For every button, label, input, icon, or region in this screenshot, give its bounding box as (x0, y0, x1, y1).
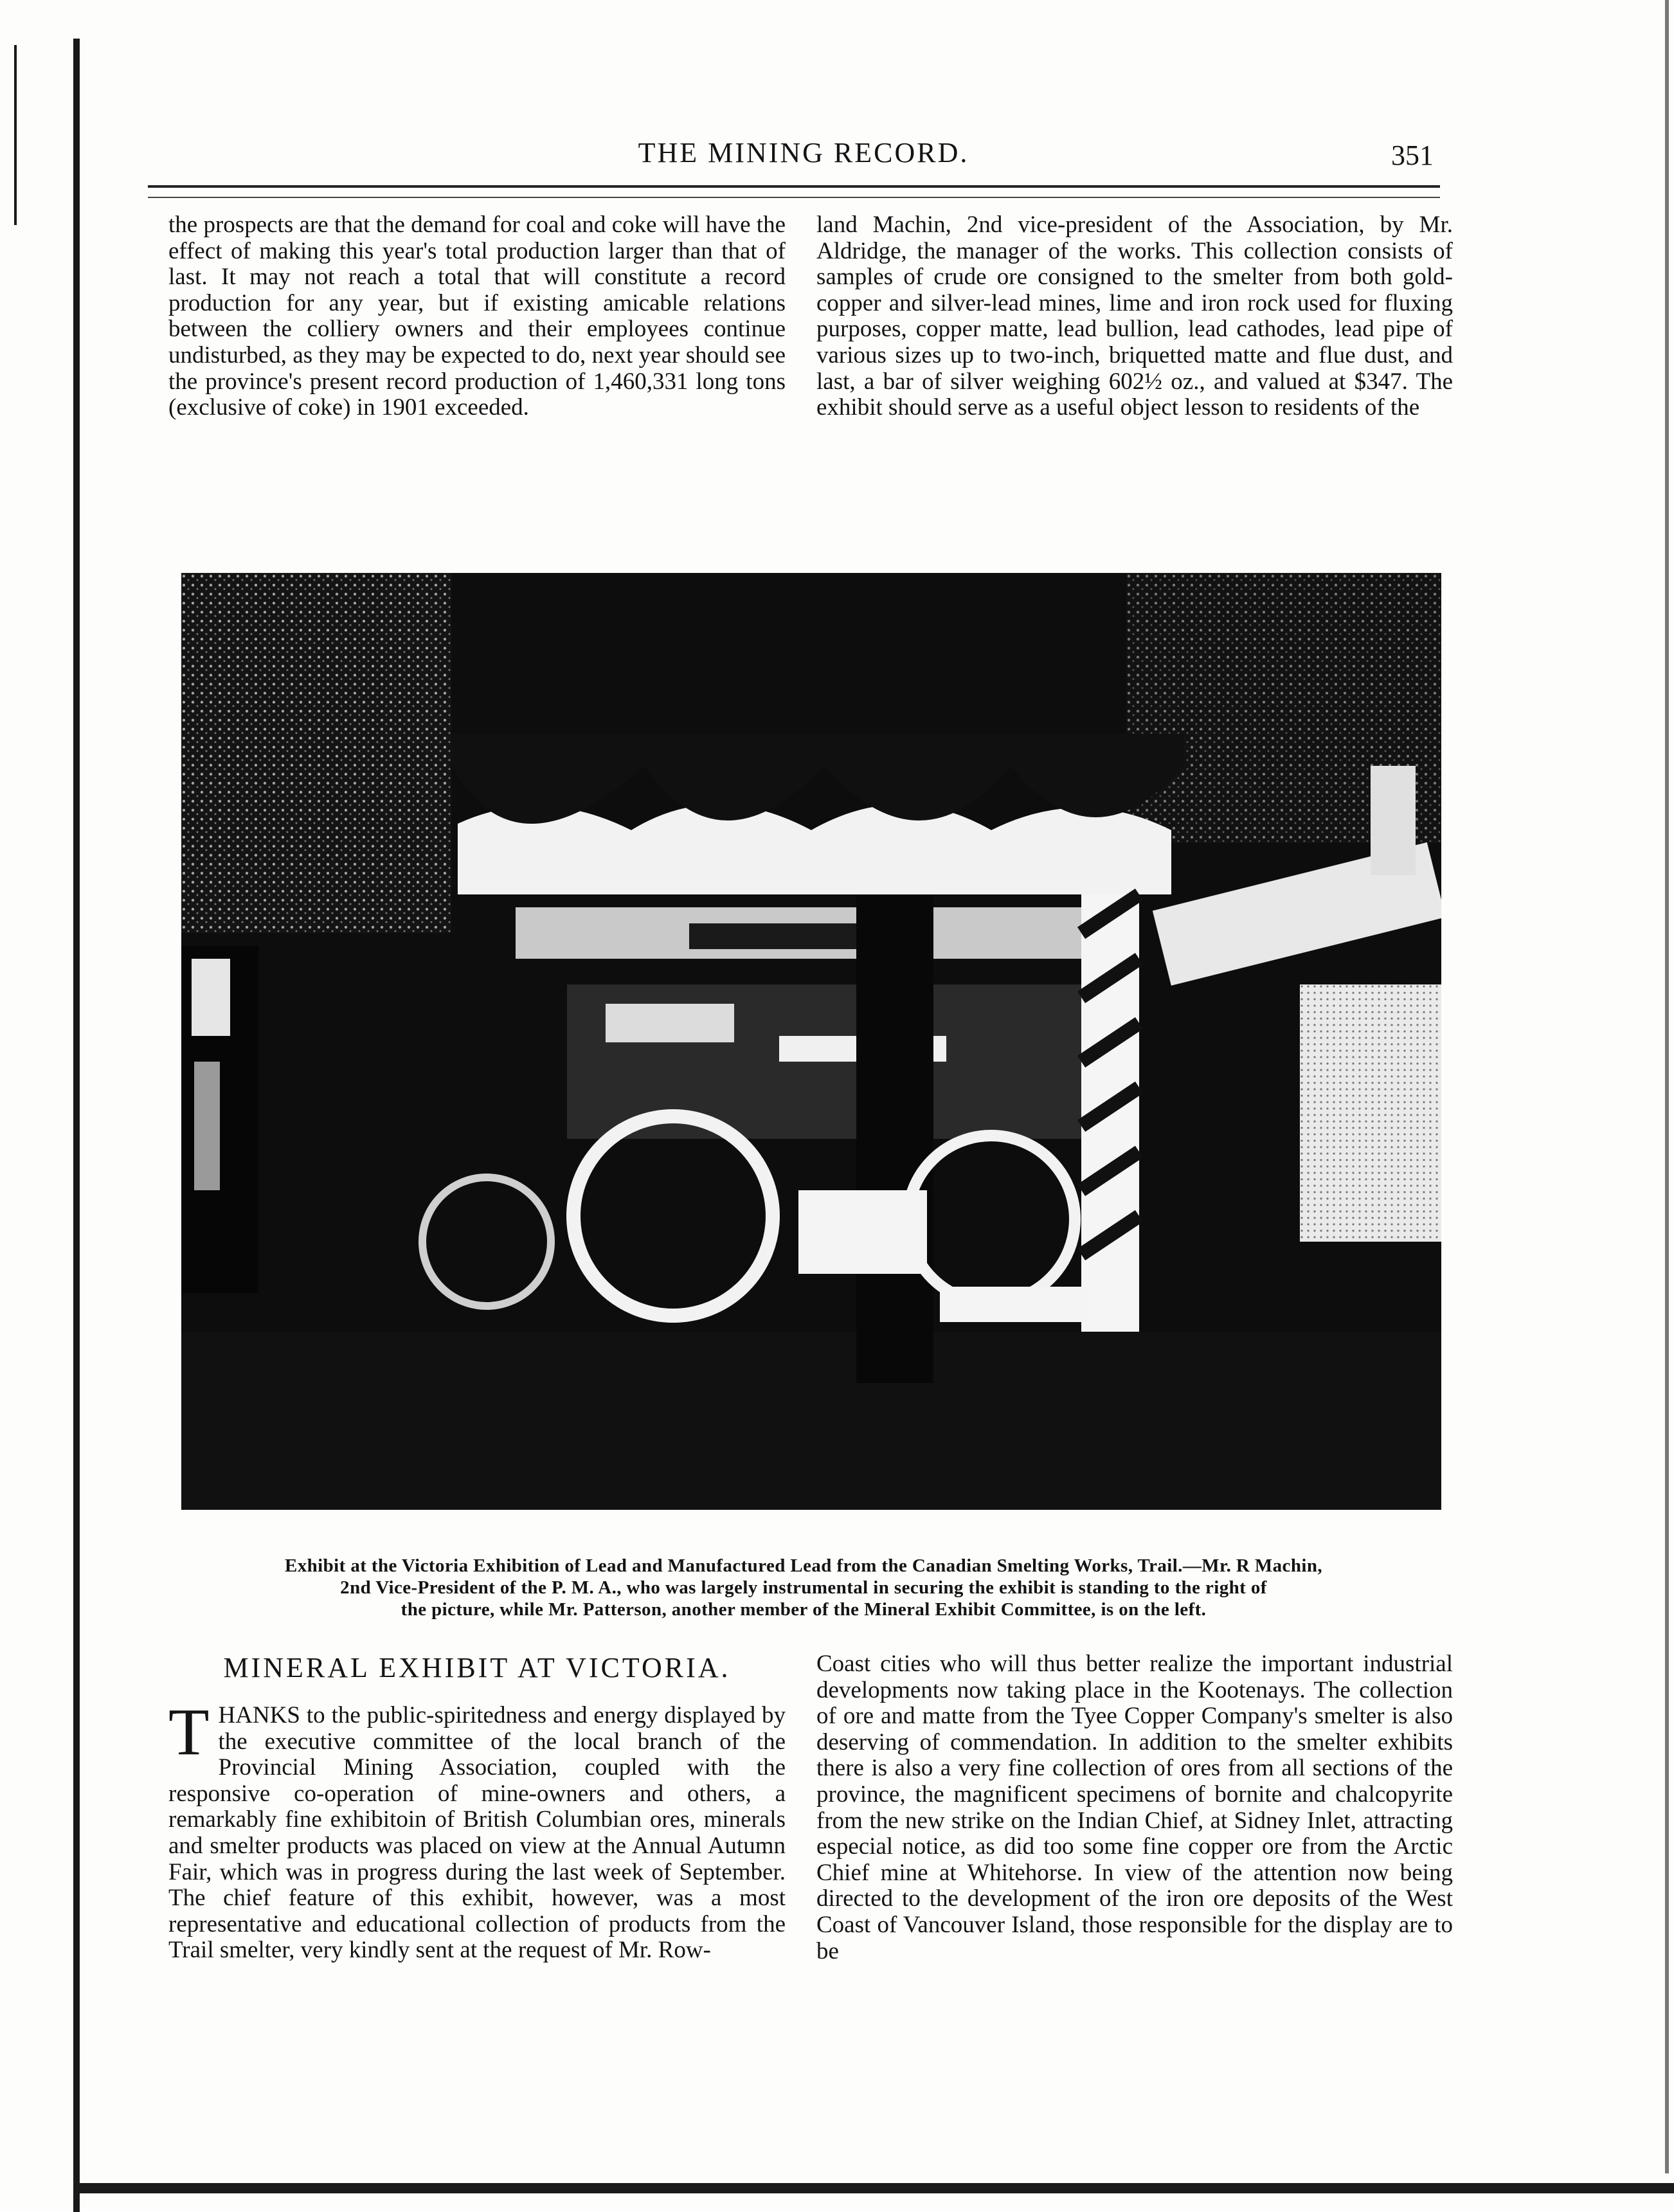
drop-cap: T (168, 1695, 210, 1769)
left-binding-edge (73, 39, 80, 2212)
caption-line: 2nd Vice-President of the P. M. A., who was largely instrumental in securing the exhibit is standing to the right of (340, 1577, 1267, 1598)
paragraph: Coast cities who will thus better realize the important industrial developments now taking place in the Kootenays. The collection of ore and matte from the Tyee Copper Company's smelter is also deserving of commendation. In addition to the smelter exhibits there is also a very fine collection of ores from all sections of the province, the magnificent specimens of bornite and chalcopyrite from the new strike on the Indian Chief, at Sidney Inlet, attracting especial notice, as did too some fine copper ore from the Arctic Chief mine at Whitehorse. In view of the attention now being directed to the development of the iron ore deposits of the West Coast of Vancouver Island, those responsible for the display are to be (816, 1651, 1453, 1964)
caption-line: the picture, while Mr. Patterson, another member of the Mineral Exhibit Committee, is on the left. (401, 1599, 1207, 1620)
left-binding-edge-inner (14, 45, 17, 225)
photo-caption (161, 1555, 1446, 1620)
article-paragraph (168, 1695, 786, 1964)
paragraph-text: HANKS to the public-spiritedness and energy displayed by the executive committee of the local branch of the Provincial Mining Association, coupled with the responsive co-operation of mine-owners and others, a remarkably fine exhibitoin of British Columbian ores, minerals and smelter products was placed on view at the Annual Autumn Fair, which was in progress during the last week of September. The chief feature of this exhibit, however, was a most representative and educational collection of products from the Trail smelter, very kindly sent at the request of Mr. Row- (168, 1702, 786, 1964)
page-header (161, 136, 1446, 181)
column-bottom-left (168, 1695, 786, 1964)
right-page-edge (1665, 0, 1669, 2173)
paragraph: land Machin, 2nd vice-president of the Association, by Mr. Aldridge, the manager of the works. This collection consists of samples of crude ore consigned to the smelter from both gold-copper and silver-lead mines, lime and iron rock used for fluxing purposes, copper matte, lead bullion, lead cathodes, lead pipe of various sizes up to two-inch, briquetted matte and flue dust, and last, a bar of silver weighing 602½ oz., and valued at $347. The exhibit should serve as a useful object lesson to residents of the (816, 212, 1453, 421)
header-rule (148, 185, 1440, 198)
column-top-right (816, 212, 1453, 421)
halftone-photo (181, 573, 1441, 1510)
paragraph: the prospects are that the demand for coal and coke will have the effect of making this year's total production larger than that of last. It may not reach a total that will constitute a record production for any year, but if existing amicable relations between the colliery owners and their employees continue undisturbed, as they may be expected to do, next year should see the province's present record production of 1,460,331 long tons (exclusive of coke) in 1901 exceeded. (168, 212, 786, 421)
column-bottom-right (816, 1651, 1453, 1964)
running-title: THE MINING RECORD. (638, 137, 969, 168)
exhibit-photograph (181, 573, 1441, 1510)
caption-line: Exhibit at the Victoria Exhibition of Lead and Manufactured Lead from the Canadian Smelting Works, Trail.—Mr. R Machin, (285, 1555, 1322, 1576)
column-top-left (168, 212, 786, 421)
page-number: 351 (1391, 140, 1434, 171)
bottom-binding-edge (73, 2183, 1674, 2193)
article-title: MINERAL EXHIBIT AT VICTORIA. (223, 1652, 731, 1683)
